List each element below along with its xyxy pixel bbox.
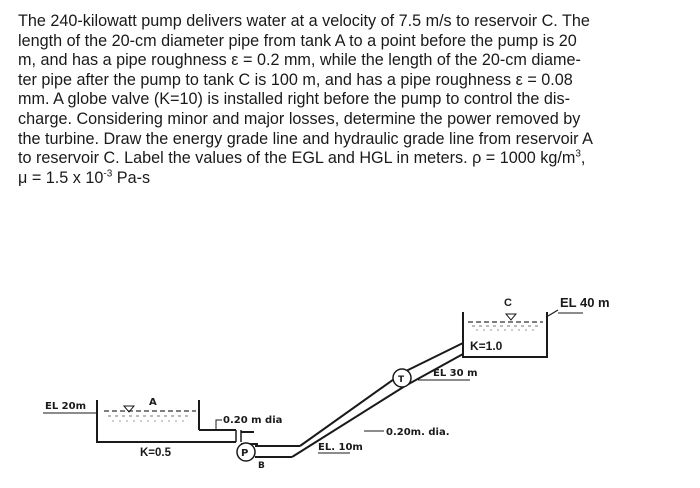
k-entrance-label: K=0.5	[140, 447, 172, 459]
reservoir-a-label: A	[149, 397, 157, 408]
pipe-a-dia-label: 0.20 m dia	[223, 415, 283, 426]
turbine-symbol: T	[398, 375, 405, 385]
pipe-c-dia-label: 0.20m. dia.	[386, 427, 450, 438]
problem-line-6: charge. Considering minor and major losses, determine the power removed by	[18, 109, 581, 128]
pipe-pump-to-c	[255, 343, 463, 457]
viscosity-units: Pa-s	[112, 168, 151, 187]
el-turbine-label: EL 30 m	[433, 368, 478, 379]
k-exit-label: K=1.0	[470, 339, 503, 353]
problem-line-2: length of the 20-cm diameter pipe from tank A to a point before the pump is 20	[18, 31, 577, 50]
problem-line-4: ter pipe after the pump to tank C is 100 m, and has a pipe roughness ε = 0.08	[18, 70, 573, 89]
problem-line-1: The 240-kilowatt pump delivers water at a velocity of 7.5 m/s to reservoir C. The	[18, 12, 590, 30]
point-b-label: B	[258, 461, 265, 471]
problem-line-3: m, and has a pipe roughness ε = 0.2 mm, while the length of the 20-cm diame-	[18, 51, 581, 70]
problem-line-9-text: μ = 1.5 x 10	[18, 168, 104, 187]
pipe-a-dia-leader	[216, 420, 222, 430]
el-c-label: EL 40 m	[560, 295, 610, 310]
problem-line-8-text: to reservoir C. Label the values of the EGL and HGL in meters. ρ = 1000 kg/m	[18, 149, 576, 168]
el-a-label: EL 20m	[45, 401, 87, 412]
pump-symbol: P	[241, 448, 249, 459]
problem-line-7: the turbine. Draw the energy grade line and hydraulic grade line from reservoir A	[18, 129, 593, 148]
el-pump-label: EL. 10m	[318, 442, 363, 453]
pipe-a-to-pump	[199, 430, 258, 444]
problem-line-5: mm. A globe valve (K=10) is installed right before the pump to control the dis-	[18, 90, 571, 109]
density-exponent: 3	[575, 148, 581, 160]
problem-line-8: to reservoir C. Label the values of the EGL and HGL in meters. ρ = 1000 $kg/m^3$,	[18, 148, 586, 168]
reservoir-c-label: C	[504, 297, 512, 309]
viscosity-exponent: -3	[103, 168, 113, 180]
